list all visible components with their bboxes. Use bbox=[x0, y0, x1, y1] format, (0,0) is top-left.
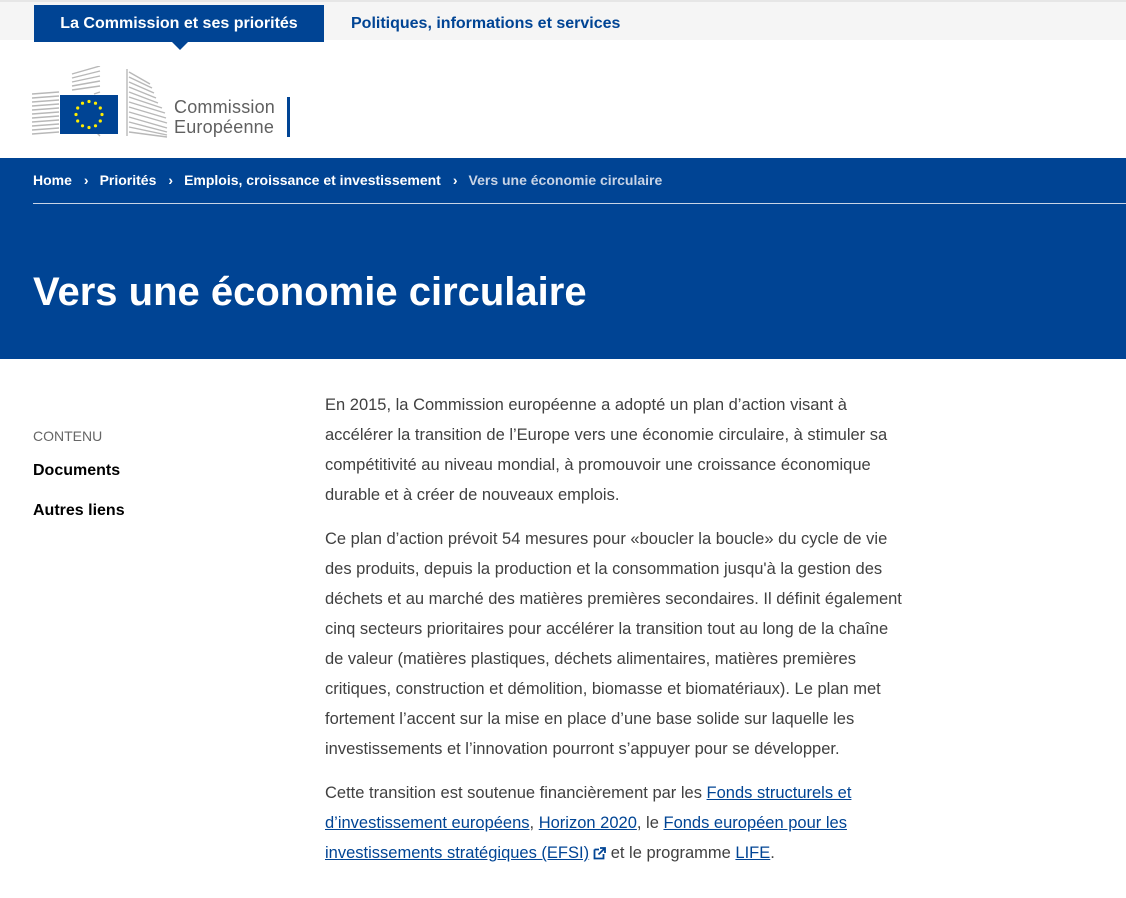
paragraph-action-plan: Ce plan d’action prévoit 54 mesures pour «boucler la boucle» du cycle de vie des produits, depuis la production et la consommation jusqu'à la gestion des déchets et au marché des matières premières secondaires. Il définit également cinq secteurs prioritaires pour accélérer la transition tout au long de la chaîne de valeur (matières plastiques, déchets alimentaires, matières premières critiques, construction et démolition, biomasse et biomatériaux). Le plan met fortement l’accent sur la mise en place d’une base solide sur laquelle les investissements et l’innovation pourront s’appuyer pour se développer. bbox=[325, 530, 902, 758]
breadcrumb-separator: › bbox=[168, 172, 174, 188]
logo-line-2: Européenne bbox=[174, 117, 275, 137]
breadcrumb-jobs-growth[interactable]: Emplois, croissance et investissement bbox=[184, 172, 441, 188]
link-life-programme[interactable]: LIFE bbox=[735, 844, 771, 862]
tab-label: La Commission et ses priorités bbox=[60, 14, 298, 32]
sidebar-heading: CONTENU bbox=[33, 428, 103, 444]
breadcrumb-separator: › bbox=[83, 172, 89, 188]
main-content bbox=[325, 390, 910, 884]
page-title: Vers une économie circulaire bbox=[33, 270, 587, 314]
berlaymont-building-icon bbox=[32, 66, 172, 142]
sidebar-link-other-links[interactable]: Autres liens bbox=[33, 502, 125, 519]
funding-text-2: , bbox=[529, 814, 539, 832]
european-commission-logo[interactable] bbox=[32, 66, 302, 142]
funding-text-4: et le programme bbox=[606, 844, 736, 862]
link-efsi[interactable]: Fonds européen pour les investissements stratégiques (EFSI) bbox=[325, 814, 847, 862]
active-tab-indicator bbox=[172, 42, 188, 50]
logo-line-1: Commission bbox=[174, 97, 276, 117]
link-esif-funds[interactable]: Fonds structurels et d’investissement européens bbox=[325, 784, 852, 832]
funding-text-5: . bbox=[770, 844, 775, 862]
logo-wordmark bbox=[174, 97, 275, 137]
logo-divider bbox=[287, 97, 290, 137]
breadcrumb bbox=[33, 172, 662, 188]
link-horizon-2020[interactable]: Horizon 2020 bbox=[538, 814, 637, 832]
paragraph-intro: En 2015, la Commission européenne a adopté un plan d’action visant à accélérer la transition de l’Europe vers une économie circulaire, à stimuler sa compétitivité au niveau mondial, à promouvoir une croissance économique durable et à créer de nouveaux emplois. bbox=[325, 396, 888, 504]
paragraph-funding bbox=[325, 778, 910, 870]
breadcrumb-current: Vers une économie circulaire bbox=[468, 172, 663, 188]
sidebar-link-documents[interactable]: Documents bbox=[33, 462, 121, 479]
breadcrumb-priorities[interactable]: Priorités bbox=[99, 172, 157, 188]
tab-label: Politiques, informations et services bbox=[351, 14, 621, 32]
top-navigation-bar bbox=[0, 0, 1126, 40]
external-link-icon[interactable] bbox=[593, 840, 606, 870]
breadcrumb-home[interactable]: Home bbox=[33, 172, 72, 188]
funding-text-1: Cette transition est soutenue financièrement par les bbox=[325, 784, 707, 802]
funding-text-3: , le bbox=[636, 814, 664, 832]
tab-policies-services[interactable] bbox=[351, 5, 620, 42]
breadcrumb-divider bbox=[33, 203, 1126, 204]
tab-commission-priorities[interactable] bbox=[34, 5, 324, 42]
breadcrumb-separator: › bbox=[452, 172, 458, 188]
page-header-band bbox=[0, 158, 1126, 359]
